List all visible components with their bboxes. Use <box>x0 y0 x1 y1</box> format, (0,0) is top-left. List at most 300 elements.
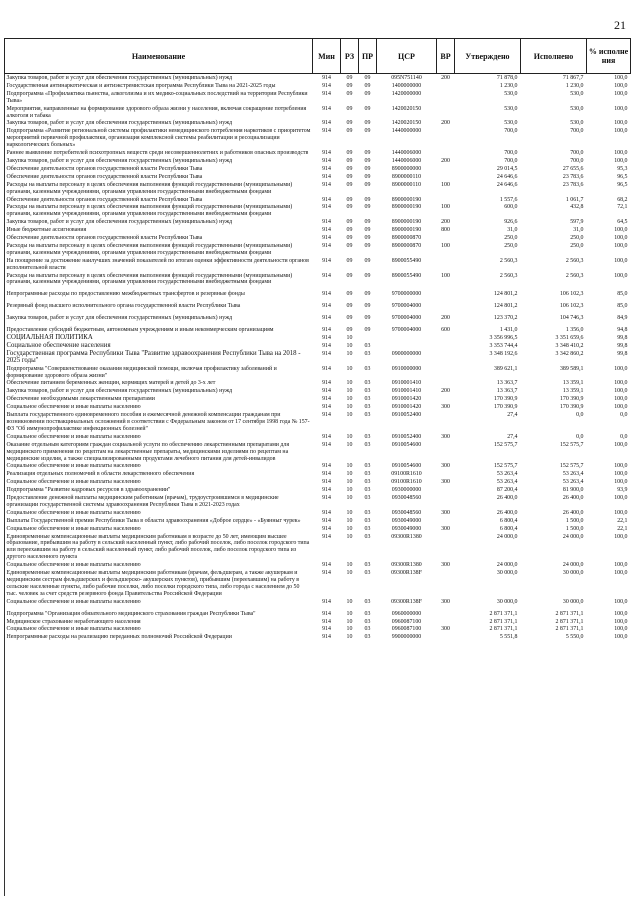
row-vr: 100 <box>441 181 450 188</box>
row-csr: 0960087100 <box>391 618 422 625</box>
row-pr: 03 <box>364 517 371 524</box>
row-percent: 100,0 <box>614 396 628 403</box>
table-row <box>5 569 631 598</box>
row-percent: 84,9 <box>617 315 628 322</box>
row-approved: 700,0 <box>504 150 518 157</box>
row-vr <box>437 82 455 90</box>
table-row <box>5 342 631 350</box>
row-pr <box>359 334 377 342</box>
row-min: 914 <box>322 350 331 357</box>
row-percent: 100,0 <box>614 105 628 112</box>
row-approved: 30 000,0 <box>496 570 518 577</box>
row-vr <box>437 298 455 310</box>
row-executed: 250,0 <box>570 242 584 249</box>
row-pr: 03 <box>364 479 371 486</box>
table-row <box>5 441 631 463</box>
row-pr: 09 <box>364 173 371 180</box>
row-pr: 03 <box>364 441 371 448</box>
row-rz: 09 <box>346 181 353 188</box>
row-vr <box>437 569 455 598</box>
row-name: Социальное обеспечение населения <box>6 341 111 349</box>
row-csr: 8900000870 <box>391 235 422 242</box>
row-vr: 300 <box>441 598 450 605</box>
row-percent: 100,0 <box>614 128 628 135</box>
row-approved: 389 621,1 <box>493 365 518 372</box>
row-pr: 09 <box>364 157 371 164</box>
row-approved: 170 390,9 <box>493 404 518 411</box>
row-csr: 0900000000 <box>391 350 422 357</box>
row-vr <box>437 411 455 433</box>
row-csr: 8900000000 <box>391 165 422 172</box>
row-executed: 53 263,4 <box>562 479 584 486</box>
row-vr <box>437 470 455 478</box>
row-min: 914 <box>322 219 331 226</box>
row-rz: 10 <box>346 396 353 403</box>
row-rz: 09 <box>346 257 353 264</box>
table-row <box>5 218 631 226</box>
row-approved: 27,4 <box>507 412 518 419</box>
row-executed: 3 342 860,2 <box>555 350 584 357</box>
row-executed: 250,0 <box>570 235 584 242</box>
row-pr: 09 <box>364 128 371 135</box>
row-executed: 2 871 371,1 <box>555 610 584 617</box>
row-csr: 8900000110 <box>391 181 422 188</box>
row-executed: 106 102,3 <box>559 303 584 310</box>
row-min: 914 <box>322 90 331 97</box>
row-approved: 600,0 <box>504 204 518 211</box>
row-name: Обеспечение питанием беременных женщин, кормящих матерей и детей до 3-х лет <box>6 380 216 387</box>
table-row <box>5 517 631 525</box>
row-approved: 1 431,0 <box>499 327 518 334</box>
row-csr: 1400000000 <box>391 82 422 89</box>
row-executed: 700,0 <box>570 128 584 135</box>
row-vr <box>437 395 455 403</box>
row-approved: 5 551,8 <box>499 634 518 641</box>
row-csr: 09100R1610 <box>391 471 422 478</box>
table-row <box>5 74 631 82</box>
table-row <box>5 127 631 149</box>
row-vr <box>437 441 455 463</box>
row-min: 914 <box>322 272 331 279</box>
row-rz: 09 <box>346 327 353 334</box>
table-row <box>5 486 631 494</box>
row-pr: 03 <box>364 618 371 625</box>
row-name: Обеспечение деятельности органов государственной власти Республики Тыва <box>6 196 203 203</box>
row-rz: 10 <box>346 404 353 411</box>
row-min: 914 <box>322 327 331 334</box>
row-min: 914 <box>322 479 331 486</box>
row-executed: 23 783,6 <box>562 181 584 188</box>
header-min: Мин <box>313 39 341 74</box>
row-percent: 100,0 <box>614 618 628 625</box>
row-pr: 09 <box>364 150 371 157</box>
row-csr: 8900000190 <box>391 227 422 234</box>
row-approved: 2 871 371,1 <box>489 626 518 633</box>
table-row <box>5 403 631 411</box>
row-pr: 03 <box>364 412 371 419</box>
row-vr: 600 <box>441 327 450 334</box>
row-approved: 1 230,0 <box>499 82 518 89</box>
row-rz: 09 <box>346 315 353 322</box>
row-pr: 03 <box>364 433 371 440</box>
row-name: На поощрение за достижение наилучших значений показателей по итогам оценки эффективности деятельности органов исполнительной власти <box>6 257 309 271</box>
row-vr <box>437 486 455 494</box>
row-min: 914 <box>322 196 331 203</box>
row-approved: 3 353 744,4 <box>489 342 518 349</box>
row-rz: 10 <box>346 350 353 357</box>
row-percent: 95,3 <box>617 165 628 172</box>
row-vr: 300 <box>441 404 450 411</box>
row-pr: 09 <box>364 82 371 89</box>
row-name: Выплаты Государственной премии Республики Тыва в области здравоохранения «Доброе сердце» - «Буянныг чурек» <box>6 517 301 524</box>
row-csr: 0910054600 <box>391 463 422 470</box>
row-name: Обеспечение деятельности органов государственной власти Республики Тыва <box>6 165 203 172</box>
row-rz: 10 <box>346 471 353 478</box>
row-executed: 0,0 <box>576 433 584 440</box>
row-name: Расходы на выплаты персоналу в целях обеспечения выполнения функций государственными (муниципальными) органами, казенными учреждениями, органами управления государственными внебюджетными фондами <box>6 181 293 195</box>
row-name: Непрограммные расходы на реализацию переданных полномочий Российской Федерации <box>6 634 232 641</box>
row-vr: 300 <box>441 463 450 470</box>
row-min: 914 <box>322 610 331 617</box>
table-row <box>5 226 631 234</box>
row-name: Единовременные компенсационные выплаты медицинским работникам (врачам, фельдшерам, а также акушеркам и медицинским сестрам фельдшерских и фельдшерско- акушерских пунктов), прибывшим (переехавшим) на работу в сельские населенные пункты, либо рабочие поселки, либо поселки городского типа, либо города с населением до 50 тыс. человек за счет средств резервного фонда Правительства Российской Федерации <box>6 570 300 597</box>
row-min: 914 <box>322 242 331 249</box>
row-executed: 81 900,0 <box>562 487 584 494</box>
table-header-row <box>5 39 631 74</box>
row-vr: 300 <box>441 433 450 440</box>
row-name: Обеспечение необходимыми лекарственными препаратами <box>6 396 155 403</box>
row-rz: 09 <box>346 219 353 226</box>
row-vr <box>437 286 455 298</box>
row-executed: 24 000,0 <box>562 533 584 540</box>
row-pr: 09 <box>364 105 371 112</box>
row-rz: 10 <box>346 598 353 605</box>
row-name: Закупка товаров, работ и услуг для обеспечения государственных (муниципальных) нужд <box>6 315 233 322</box>
row-min: 914 <box>322 618 331 625</box>
row-csr: 0910000000 <box>391 365 422 372</box>
row-pr: 03 <box>364 404 371 411</box>
row-pr: 03 <box>364 509 371 516</box>
row-rz: 09 <box>346 75 353 81</box>
row-executed: 170 390,9 <box>559 404 584 411</box>
row-name: Социальное обеспечение и иные выплаты населению <box>6 626 141 633</box>
table-row <box>5 181 631 196</box>
row-min: 914 <box>322 562 331 569</box>
row-rz: 09 <box>346 291 353 298</box>
row-percent: 94,8 <box>617 327 628 334</box>
row-rz: 09 <box>346 303 353 310</box>
row-vr <box>437 90 455 105</box>
row-approved: 24 000,0 <box>496 533 518 540</box>
row-rz: 10 <box>346 388 353 395</box>
row-vr <box>437 196 455 204</box>
row-percent: 100,0 <box>614 471 628 478</box>
row-pr: 09 <box>364 90 371 97</box>
row-percent: 100,0 <box>614 479 628 486</box>
row-pr: 09 <box>364 291 371 298</box>
row-min: 914 <box>322 533 331 540</box>
row-vr: 300 <box>441 509 450 516</box>
row-csr: 09300R138F <box>391 598 422 605</box>
row-csr: 0910001410 <box>391 380 422 387</box>
row-percent: 96,5 <box>617 181 628 188</box>
header-percent: % исполне ния <box>587 39 631 74</box>
row-executed: 2 560,3 <box>565 257 584 264</box>
row-min: 914 <box>322 303 331 310</box>
row-approved: 926,6 <box>504 219 518 226</box>
row-approved: 170 390,9 <box>493 396 518 403</box>
row-pr: 09 <box>364 272 371 279</box>
row-pr: 09 <box>364 75 371 81</box>
row-pr: 09 <box>364 204 371 211</box>
row-csr: 09300R138F <box>391 570 422 577</box>
row-rz: 09 <box>346 120 353 127</box>
table-row <box>5 119 631 127</box>
table-row <box>5 350 631 365</box>
row-name: Подпрограмма "Совершенствование оказания медицинской помощи, включая профилактику заболеваний и формирование здорового образа жизни" <box>6 365 277 379</box>
row-csr: 0930048560 <box>391 509 422 516</box>
row-pr: 09 <box>364 120 371 127</box>
row-approved: 2 871 371,1 <box>489 610 518 617</box>
row-rz: 10 <box>346 634 353 641</box>
row-executed: 1 500,0 <box>565 525 584 532</box>
row-csr: 1420020150 <box>391 105 422 112</box>
row-name: Социальное обеспечение и иные выплаты населению <box>6 463 141 470</box>
row-pr: 03 <box>364 396 371 403</box>
row-name: Единовременные компенсационные выплаты медицинским работникам в возрасте до 50 лет, имеющим высшее образование, прибывшим на работу в сельский населенный пункт, либо рабочий поселок, либо поселок городского типа или переехавшим на работу в сельский населенный пункт, либо рабочий поселок, либо поселок городского типа из другого населенного пункта <box>6 533 310 561</box>
row-csr: 9700004000 <box>391 327 422 334</box>
row-approved: 13 363,7 <box>496 388 518 395</box>
row-min: 914 <box>322 396 331 403</box>
row-executed: 3 351 659,6 <box>555 335 584 341</box>
row-rz: 10 <box>346 441 353 448</box>
row-vr <box>437 149 455 157</box>
row-approved: 31,0 <box>507 227 518 234</box>
row-min: 914 <box>322 315 331 322</box>
row-percent: 100,0 <box>614 495 628 502</box>
table-row <box>5 310 631 322</box>
row-pr: 09 <box>364 219 371 226</box>
row-pr: 03 <box>364 562 371 569</box>
row-name: Социальное обеспечение и иные выплаты населению <box>6 509 141 516</box>
row-pr: 09 <box>364 315 371 322</box>
row-name: Выплата государственного единовременного пособия и ежемесячной денежной компенсации гражданам при возникновении поствакцинальных осложнений в соответствии с Федеральным законом от 17 сентября 1998 года № 157-ФЗ "Об иммунопрофилактике инфекционных болезней" <box>6 412 310 432</box>
row-csr: 9700000000 <box>391 291 422 298</box>
row-executed: 432,8 <box>570 204 584 211</box>
row-percent: 100,0 <box>614 257 628 264</box>
row-rz: 10 <box>346 479 353 486</box>
row-vr <box>437 173 455 181</box>
table-row <box>5 157 631 165</box>
row-pr: 03 <box>364 533 371 540</box>
row-rz: 09 <box>346 105 353 112</box>
row-executed: 71 867,7 <box>562 75 584 81</box>
row-approved: 152 575,7 <box>493 441 518 448</box>
table-row <box>5 470 631 478</box>
row-name: Социальное обеспечение и иные выплаты населению <box>6 404 141 411</box>
row-rz: 09 <box>346 235 353 242</box>
row-name: Социальное обеспечение и иные выплаты населению <box>6 562 141 569</box>
row-pr: 09 <box>364 303 371 310</box>
row-csr <box>377 342 437 350</box>
table-row <box>5 203 631 218</box>
row-vr: 300 <box>441 525 450 532</box>
row-vr: 200 <box>441 75 450 81</box>
row-min: 914 <box>322 165 331 172</box>
row-name: Обеспечение деятельности органов государственной власти Республики Тыва <box>6 235 203 242</box>
row-rz: 10 <box>346 487 353 494</box>
row-approved: 530,0 <box>504 90 518 97</box>
row-min: 914 <box>322 235 331 242</box>
row-approved: 26 400,0 <box>496 509 518 516</box>
row-executed: 106 102,3 <box>559 291 584 298</box>
row-min: 914 <box>322 380 331 387</box>
row-rz: 10 <box>346 618 353 625</box>
row-rz: 09 <box>346 272 353 279</box>
row-percent: 85,0 <box>617 291 628 298</box>
row-csr: 9700004000 <box>391 303 422 310</box>
row-executed: 2 871 371,1 <box>555 626 584 633</box>
row-csr: 8900000190 <box>391 196 422 203</box>
table-row <box>5 561 631 569</box>
table-row <box>5 165 631 173</box>
row-percent: 64,5 <box>617 219 628 226</box>
table-row <box>5 82 631 90</box>
row-executed: 1 500,0 <box>565 517 584 524</box>
row-name: Закупка товаров, работ и услуг для обеспечения государственных (муниципальных) нужд <box>6 157 233 164</box>
row-pr: 09 <box>364 242 371 249</box>
row-vr <box>437 334 455 342</box>
row-approved: 3 356 996,5 <box>489 335 518 341</box>
row-csr: 1420020150 <box>391 120 422 127</box>
row-percent: 22,1 <box>617 517 628 524</box>
row-percent: 100,0 <box>614 598 628 605</box>
row-executed: 2 560,3 <box>565 272 584 279</box>
row-vr: 300 <box>441 562 450 569</box>
row-name: Подпрограмма «Профилактика пьянства, алкоголизма и их медико-социальных последствий на территории Республики Тыва» <box>6 90 308 104</box>
row-pr: 03 <box>364 463 371 470</box>
row-executed: 700,0 <box>570 150 584 157</box>
row-percent: 100,0 <box>614 441 628 448</box>
row-min: 914 <box>322 204 331 211</box>
row-executed: 597,9 <box>570 219 584 226</box>
row-approved: 71 878,0 <box>496 75 518 81</box>
table-row <box>5 272 631 287</box>
row-percent: 100,0 <box>614 272 628 279</box>
row-vr: 200 <box>441 315 450 322</box>
row-executed: 30 000,0 <box>562 598 584 605</box>
row-rz: 10 <box>346 570 353 577</box>
row-name: Оказание отдельным категориям граждан социальной услуги по обеспечению лекарственными препаратами для медицинского применения по рецептам на лекарственные препараты, медицинскими изделиями по рецептам на медицинские изделия, а также специализированными продуктами лечебного питания для детей-инвалидов <box>6 441 290 462</box>
row-min: 914 <box>322 433 331 440</box>
row-percent: 93,9 <box>617 487 628 494</box>
row-name: Социальное обеспечение и иные выплаты населению <box>6 598 141 605</box>
table-row <box>5 334 631 342</box>
row-pr: 03 <box>364 634 371 641</box>
row-pr: 03 <box>364 487 371 494</box>
row-executed: 53 263,4 <box>562 471 584 478</box>
row-min: 914 <box>322 388 331 395</box>
row-min: 914 <box>322 412 331 419</box>
table-row <box>5 234 631 242</box>
row-executed: 152 575,7 <box>559 441 584 448</box>
row-rz: 09 <box>346 173 353 180</box>
row-rz: 10 <box>346 433 353 440</box>
row-vr: 300 <box>441 626 450 633</box>
row-executed: 3 348 410,2 <box>555 342 584 349</box>
row-percent: 100,0 <box>614 463 628 470</box>
row-name: Обеспечение деятельности органов государственной власти Республики Тыва <box>6 173 203 180</box>
row-csr <box>377 334 437 342</box>
row-rz: 10 <box>346 463 353 470</box>
table-row <box>5 533 631 562</box>
row-name: Социальное обеспечение и иные выплаты населению <box>6 479 141 486</box>
row-approved: 1 557,6 <box>499 196 518 203</box>
row-approved: 29 014,5 <box>496 165 518 172</box>
row-min: 914 <box>322 463 331 470</box>
row-min: 914 <box>322 82 331 89</box>
row-pr: 03 <box>364 388 371 395</box>
row-percent: 100,0 <box>614 509 628 516</box>
row-rz: 10 <box>346 533 353 540</box>
row-approved: 250,0 <box>504 242 518 249</box>
table-row <box>5 411 631 433</box>
row-executed: 26 400,0 <box>562 495 584 502</box>
row-rz: 09 <box>346 90 353 97</box>
table-row <box>5 462 631 470</box>
row-vr <box>437 494 455 509</box>
row-vr <box>437 257 455 272</box>
row-csr: 0960000000 <box>391 610 422 617</box>
row-percent: 100,0 <box>614 634 628 641</box>
row-rz: 09 <box>346 196 353 203</box>
row-executed: 2 871 371,1 <box>555 618 584 625</box>
row-pr: 03 <box>364 626 371 633</box>
row-executed: 1 061,7 <box>565 196 584 203</box>
row-name: Подпрограмма "Организация обязательного медицинского страхования граждан Республики Тыва" <box>6 610 256 617</box>
row-min: 914 <box>322 75 331 81</box>
table-row <box>5 379 631 387</box>
table-row <box>5 433 631 441</box>
row-rz: 10 <box>346 335 353 341</box>
header-name: Наименование <box>5 39 313 74</box>
row-rz: 10 <box>346 562 353 569</box>
row-percent: 0,0 <box>620 433 628 440</box>
row-rz: 10 <box>346 495 353 502</box>
row-approved: 250,0 <box>504 235 518 242</box>
row-percent: 100,0 <box>614 404 628 411</box>
table-row <box>5 633 631 641</box>
row-approved: 2 871 371,1 <box>489 618 518 625</box>
row-csr: 0930000000 <box>391 487 422 494</box>
row-pr: 03 <box>364 610 371 617</box>
table-body <box>5 74 631 642</box>
row-vr: 100 <box>441 204 450 211</box>
row-csr: 0910001420 <box>391 396 422 403</box>
row-percent: 100,0 <box>614 75 628 81</box>
row-pr: 09 <box>364 181 371 188</box>
row-percent: 100,0 <box>614 562 628 569</box>
row-rz: 10 <box>346 610 353 617</box>
row-vr: 300 <box>441 479 450 486</box>
row-csr: 0930049000 <box>391 525 422 532</box>
row-executed: 24 000,0 <box>562 562 584 569</box>
row-approved: 152 575,7 <box>493 463 518 470</box>
row-executed: 1 230,0 <box>565 82 584 89</box>
row-percent: 99,8 <box>617 335 628 341</box>
row-vr: 100 <box>441 272 450 279</box>
row-percent: 96,5 <box>617 173 628 180</box>
